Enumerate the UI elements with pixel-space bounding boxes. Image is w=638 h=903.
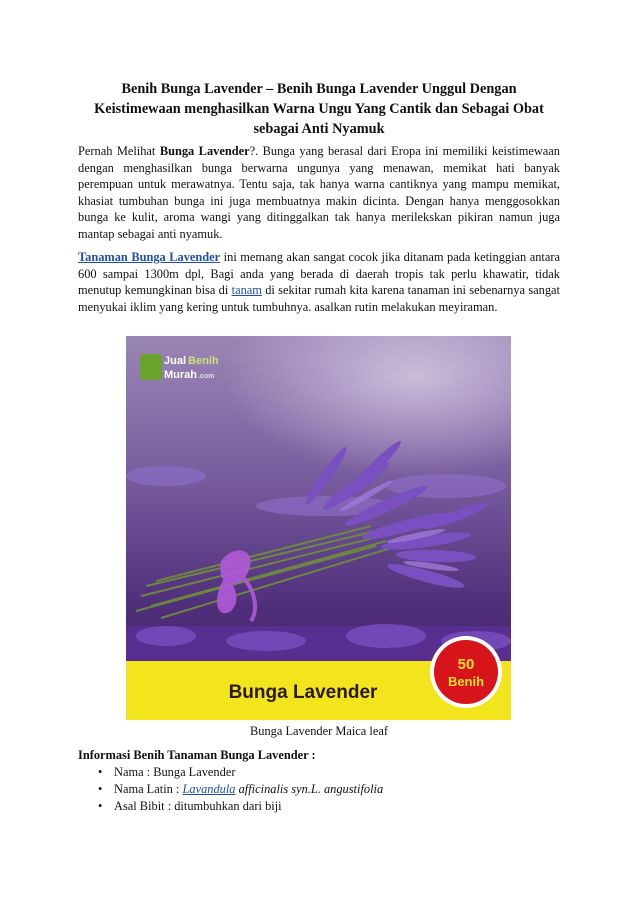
document-title: Benih Bunga Lavender – Benih Bunga Lavender Unggul Dengan Keistimewaan menghasilkan Warna Ungu Yang Cantik dan Sebagai Obat sebagai Anti Nyamuk — [94, 81, 544, 137]
bullet-icon: • — [98, 765, 103, 779]
bullet-icon: • — [98, 781, 103, 796]
logo-word-benih: Benih — [188, 355, 219, 367]
lavender-product-image — [126, 336, 511, 720]
list-item — [78, 798, 383, 815]
cultivation-paragraph — [78, 249, 560, 315]
tanaman-bunga-lavender-link[interactable]: Tanaman Bunga Lavender — [78, 250, 221, 264]
badge-number: 50 — [457, 656, 475, 673]
svg-text:JualBenih — [164, 355, 219, 367]
cultivation-text-end: di sekitar rumah kita karena tanaman ini sebenarnya sangat menyukai iklim yang kering untuk tumbuhnya. asalkan rutin melakukan meyiraman. — [78, 283, 560, 314]
list-item — [78, 764, 383, 781]
info-name: Nama : Bunga Lavender — [114, 765, 236, 779]
cultivation-text-mid: ini memang akan sangat cocok jika ditanam pada ketinggian antara 600 sampai 1300m dpl, Bagi anda yang berada di daerah tropis tak perlu khawatir, tidak menutup kemungkinan bisa di — [78, 250, 560, 298]
info-origin: Asal Bibit : ditumbuhkan dari biji — [114, 798, 282, 813]
info-list — [78, 764, 383, 814]
image-caption: Bunga Lavender Maica leaf — [250, 724, 388, 738]
list-item — [78, 781, 383, 798]
intro-text-start: Pernah Melihat — [78, 144, 160, 158]
logo-word-com: .com — [198, 373, 215, 380]
bullet-icon: • — [98, 798, 103, 813]
intro-paragraph — [78, 143, 560, 243]
badge-label: Benih — [447, 674, 485, 689]
logo-word-murah: Murah — [164, 369, 197, 381]
banner-title: Bunga Lavender — [228, 682, 378, 703]
intro-text-rest: ?. Bunga yang berasal dari Eropa ini memiliki keistimewaan dengan menghasilkan bunga berwarna ungunya yang menawan, memikat hati banyak perempuan untuk merawatnya. Tentu saja, tak hanya warna cantiknya yang mampu memikat, khasiat tumbuhan bunga ini juga membuatnya makin dicinta. Dengan hanya menggosokkan bunga ke kulit, aroma wangi yang ditinggalkan tak hanya merilekskan pikiran namun juga mantap sebagai anti nyamuk. — [78, 144, 560, 241]
info-latin-rest: afficinalis syn.L. angustifolia — [235, 781, 384, 796]
intro-bold-term: Bunga Lavender — [159, 144, 250, 158]
logo-word-jual: Jual — [164, 355, 187, 367]
info-latin-label: Nama Latin : — [114, 781, 183, 796]
lavandula-link[interactable]: Lavandula — [182, 781, 236, 796]
info-heading: Informasi Benih Tanaman Bunga Lavender : — [78, 748, 316, 762]
tanam-link[interactable]: tanam — [231, 283, 262, 298]
